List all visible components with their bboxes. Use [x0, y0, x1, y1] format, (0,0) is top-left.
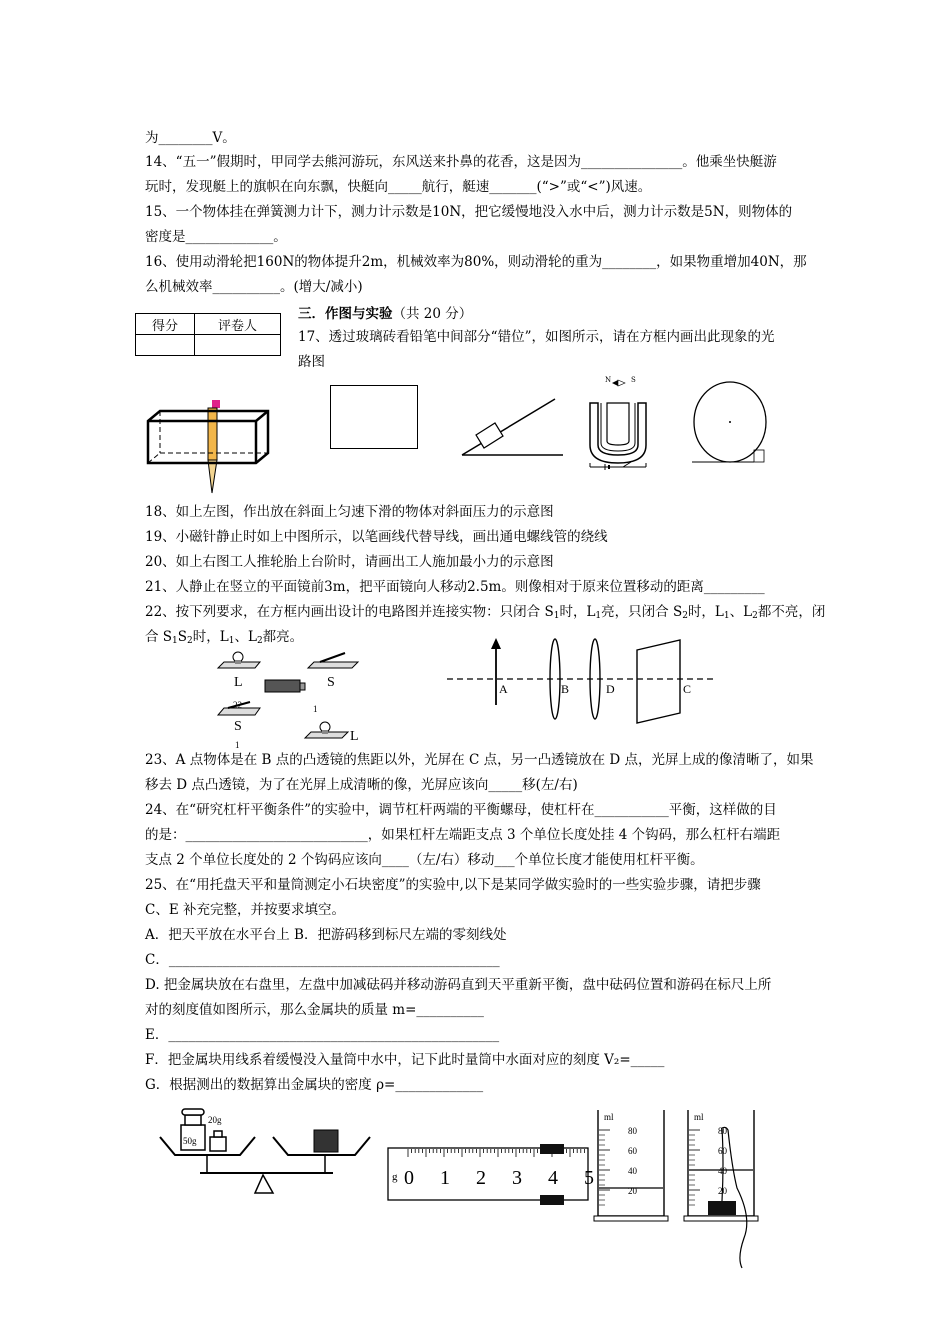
q15-line2: 密度是_____________。	[145, 229, 287, 245]
incline-block-figure	[455, 395, 565, 460]
step-a: A．把天平放在水平台上 B．把游码移到标尺左端的零刻线处	[145, 927, 507, 943]
circuit-frag-1: 1	[313, 704, 318, 714]
q16-line1: 16、使用动滑轮把160N的物体提升2m，机械效率为80%，则动滑轮的重为________，如果物重增加40N，那	[145, 254, 807, 270]
q22-sub-l1c: 1	[228, 636, 235, 646]
q22-text-10: 、L	[234, 629, 257, 645]
step-d-line1: D. 把金属块放在右盘里，左盘中加减砝码并移动游码直到天平重新平衡，盘中砝码位置和游码在标尺上所	[145, 977, 772, 993]
weight-50g-label: 50g	[183, 1136, 197, 1146]
q22-text-2: 时，L	[559, 604, 596, 620]
lens-label-c: C	[683, 682, 692, 696]
q22-text-7: 合 S	[145, 629, 173, 645]
cylinder-mark-label: 20	[628, 1186, 637, 1196]
step-d-line2: 对的刻度值如图所示，那么金属块的质量 m=__________	[145, 1002, 484, 1018]
bulb-l1	[218, 652, 260, 668]
step-c: C．_________________________________________________	[145, 952, 500, 968]
lens-label-d: D	[606, 682, 615, 696]
q25-line2: C、E 补充完整，并按要求填空。	[145, 902, 345, 918]
q22-sub-s1: 1	[553, 611, 560, 621]
lens-label-b: B	[561, 682, 570, 696]
q25-line1: 25、在“用托盘天平和量筒测定小石块密度”的实验中,以下是某同学做实验时的一些实验步骤，请把步骤	[145, 877, 761, 893]
cylinder-1-figure	[592, 1108, 672, 1223]
cylinder-mark-label: 40	[628, 1166, 637, 1176]
q22-text-5: 、L	[729, 604, 753, 620]
ruler-number: 1	[440, 1167, 450, 1189]
cylinder-mark-label: 60	[628, 1146, 637, 1156]
q23-line2: 移去 D 点凸透镜，为了在光屏上成清晰的像，光屏应该向_____移(左/右)	[145, 777, 578, 793]
tire-step-figure	[692, 380, 772, 470]
answer-box[interactable]	[330, 385, 418, 449]
score-cell[interactable]	[136, 335, 195, 356]
circuit-label-s2: S	[234, 719, 242, 734]
glass-block-pencil-figure	[140, 395, 280, 500]
q22-sub-l1: 1	[595, 611, 602, 621]
circuit-frag-1b: 1	[235, 740, 240, 750]
rider-scale-figure	[386, 1140, 594, 1210]
score-header: 得分	[136, 314, 195, 335]
grader-cell[interactable]	[195, 335, 281, 356]
q18-line: 18、如上左图，作出放在斜面上匀速下滑的物体对斜面压力的示意图	[145, 504, 554, 520]
magnet-s-label: S	[631, 376, 636, 384]
ruler-number: 4	[548, 1167, 558, 1189]
q14-line2: 玩时，发现艇上的旗帜在向东飘，快艇向_____航行，艇速_______(“>”或“<”)风速。	[145, 179, 652, 195]
balance-figure	[155, 1105, 375, 1200]
q21-line: 21、人静止在竖立的平面镜前3m，把平面镜向人移动2.5m。则像相对于原来位置移动的距离_________	[145, 579, 765, 595]
q20-line: 20、如上右图工人推轮胎上台阶时，请画出工人施加最小力的示意图	[145, 554, 554, 570]
cylinder-mark-label: 80	[628, 1126, 637, 1136]
q22-sub-l2: 2	[752, 611, 758, 621]
cyl1-unit: ml	[604, 1112, 614, 1122]
q24-line2: 的是：___________________________，如果杠杆左端距支点 3 个单位长度处挂 4 个钩码，那么杠杆右端距	[145, 827, 781, 843]
magnet-n-label: N	[605, 376, 612, 384]
cylinder-mark-label: 20	[718, 1186, 727, 1196]
metal-block	[708, 1201, 736, 1215]
ruler-number: 2	[476, 1167, 486, 1189]
q22-text-8: S	[177, 629, 188, 645]
q15-line1: 15、一个物体挂在弹簧测力计下，测力计示数是10N，把它缓慢地没入水中后，测力计示数是5N，则物体的	[145, 204, 793, 220]
rider-bottom	[540, 1195, 564, 1205]
cylinder-mark-label: 40	[718, 1166, 727, 1176]
cyl2-unit: ml	[694, 1112, 704, 1122]
q17-line2: 路图	[298, 354, 325, 370]
grader-header: 评卷人	[195, 314, 281, 335]
circuit-frag-22: 22	[233, 700, 242, 710]
bulb-l2	[305, 722, 348, 738]
ruler-number: 5	[584, 1167, 594, 1189]
step-f: F．把金属块用线系着缓慢没入量筒中水中，记下此时量筒中水面对应的刻度 V₂=_____	[145, 1052, 665, 1068]
weight-20g-label: 20g	[208, 1115, 222, 1125]
lens-label-a: A	[499, 682, 508, 696]
lens-bench-figure	[445, 635, 715, 725]
q22-text-1: 22、按下列要求，在方框内画出设计的电路图并连接实物：只闭合 S	[145, 604, 554, 620]
q24-line1: 24、在“研究杠杆平衡条件”的实验中，调节杠杆两端的平衡螺母，使杠杆在___________平衡，这样做的目	[145, 802, 777, 818]
switch-s1	[308, 653, 358, 668]
score-table	[135, 313, 281, 356]
circuit-label-l2: L	[350, 729, 359, 744]
q22-sub-s2b: 2	[187, 636, 193, 646]
q22-sub-l2b: 2	[256, 636, 263, 646]
q22-sub-s1b: 1	[172, 636, 178, 646]
step-e: E．_________________________________________________	[145, 1027, 500, 1043]
circuit-label-s: S	[327, 675, 335, 690]
ruler-unit-g: g	[392, 1171, 398, 1183]
q22-text-3: 亮，只闭合 S	[601, 604, 683, 620]
cylinder-2-figure	[682, 1108, 772, 1273]
q16-line2: 么机械效率__________。(增大/减小)	[145, 279, 363, 295]
cylinder-mark-label: 60	[718, 1146, 727, 1156]
q22-text-6: 都不亮，闭	[757, 604, 826, 620]
section-3-points: （共 20 分）	[392, 306, 473, 322]
rider-top	[540, 1144, 564, 1154]
q19-line: 19、小磁针静止时如上中图所示，以笔画线代替导线，画出通电螺线管的绕线	[145, 529, 608, 545]
ruler-number: 0	[404, 1167, 414, 1189]
section-3-heading	[298, 302, 472, 322]
q22-sub-s2: 2	[682, 611, 688, 621]
q22-text-11: 都亮。	[262, 629, 304, 645]
circuit-label-l: L	[234, 675, 243, 690]
q22-text-9: 时，L	[192, 629, 229, 645]
q24-line3: 支点 2 个单位长度处的 2 个钩码应该向____（左/右）移动___个单位长度才能使用杠杆平衡。	[145, 852, 704, 868]
q22-line2	[145, 627, 303, 651]
q14-line1: 14、“五一”假期时，甲同学去熊河游玩，东风送来扑鼻的花香，这是因为_______________。他乘坐快艇游	[145, 154, 777, 170]
magnet-solenoid-figure	[585, 375, 655, 470]
q17-line1: 17、透过玻璃砖看铅笔中间部分“错位”，如图所示，请在方框内画出此现象的光	[298, 329, 775, 345]
q22-text-4: 时，L	[687, 604, 724, 620]
ruler-number: 3	[512, 1167, 522, 1189]
q22-sub-l1b: 1	[723, 611, 730, 621]
section-3-title: 三．作图与实验	[298, 306, 393, 322]
step-g: G．根据测出的数据算出金属块的密度 ρ=_____________	[145, 1077, 484, 1093]
q22-line1	[145, 602, 825, 626]
q23-line1: 23、A 点物体是在 B 点的凸透镜的焦距以外，光屏在 C 点，另一凸透镜放在 D 点，光屏上成的像清晰了，如果	[145, 752, 814, 768]
q13-tail: 为________V。	[145, 130, 236, 146]
cylinder-mark-label: 80	[718, 1126, 727, 1136]
